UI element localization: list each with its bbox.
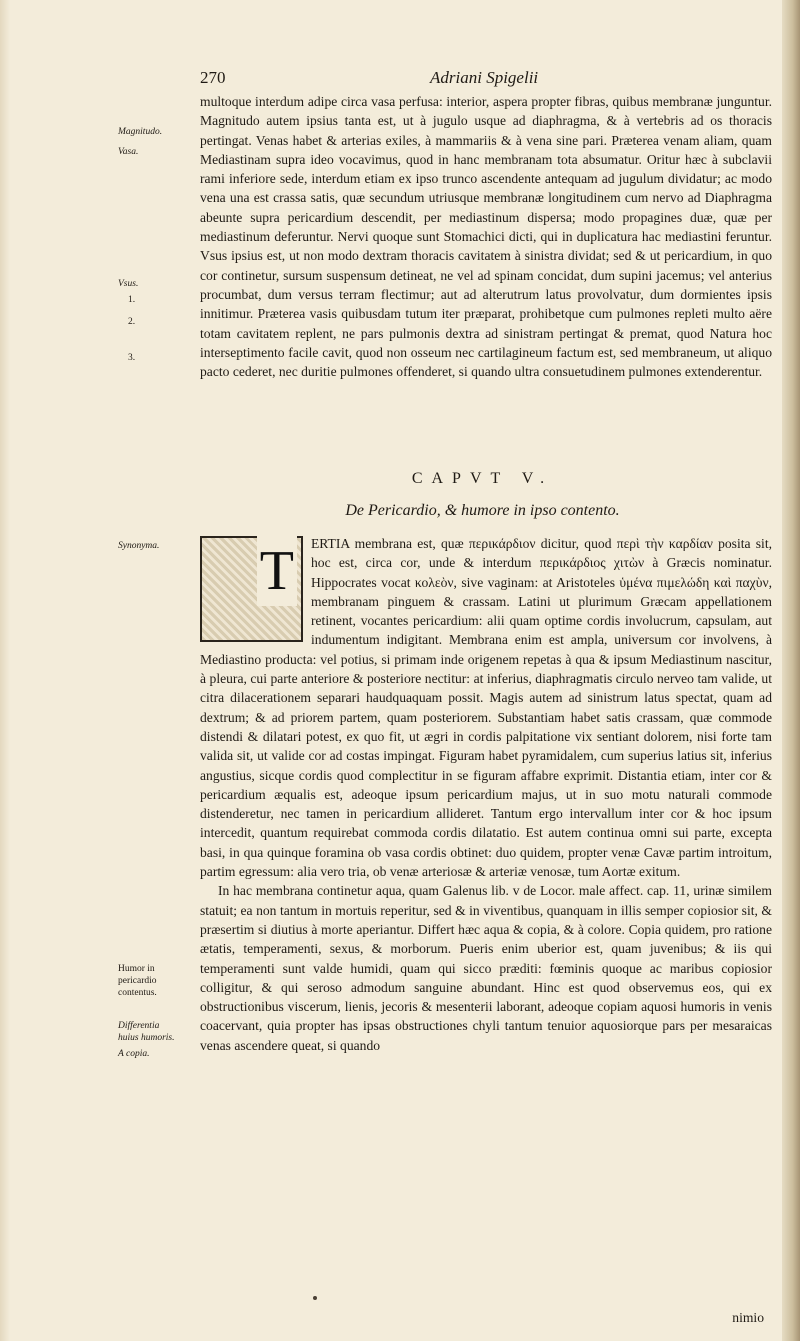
margin-note-a-copia: A copia. (118, 1049, 150, 1059)
page-number: 270 (200, 68, 226, 87)
page-left-shadow (0, 0, 10, 1341)
margin-note-humor: Humor in pericardio contentus. (118, 964, 157, 998)
catchword: nimio (732, 1310, 764, 1325)
margin-note-one: 1. (128, 295, 136, 305)
page-header (200, 68, 765, 94)
drop-initial-letter: T (257, 536, 297, 606)
page-right-edge (782, 0, 800, 1341)
margin-note-synonyma: Synonyma. (118, 541, 160, 551)
ink-speck (313, 1296, 317, 1300)
margin-note-differentia: Differentia huius humoris. (118, 1021, 175, 1043)
chapter-body (200, 534, 772, 1055)
paragraph-humor: In hac membrana continetur aqua, quam Galenus lib. v de Locor. male affect. cap. 11, urinæ similem statuit; ea non tantum in mortuis reperitur, sed & in viventibus, quanquam in illis semper copiosior sit, & præsertim si diutius à morte aperiantur. Differt hæc aqua & copia, & à colore. Copia quidem, pro ratione ætatis, temperamenti, sexus, & morborum. Pueris enim uberior est, quam juvenibus; & iis qui temperamenti sunt valde humidi, quam qui sicco præditi: fœminis quoque ac maribus copiosior colligitur, & qui seroso admodum sanguine abundant. Hinc est quod observemus eos, qui ex obstructionibus viscerum, lienis, jecoris & mesenterii laborant, adeoque copiam aquosi humoris in venis coacervant, quia propter has ipsas obstructiones chyli tantum tenuior aquosiorque pars per mesaraicas venas ascendere queat, si quando (200, 883, 772, 1053)
paragraph-mediastinum: multoque interdum adipe circa vasa perfusa: interior, aspera propter fibras, quibus membranæ junguntur. Magnitudo autem ipsius tanta est, ut à jugulo usque ad diaphragma, & à vertebris ad os thoracis pertingat. Venas habet & arterias exiles, à mammariis & à vena sine pari. Præterea venam aliam, quam Mediastinam supra ideo vocavimus, quod in hanc membranam tota absumatur. Oritur hæc à subclavii rami inferiore sede, interdum etiam ex ipso trunco ascendente antequam ad jugulum dividatur; ac modo vena una est crassa satis, quæ secundum utriusque membranæ longitudinem cum nervo ad Diaphragma abeunte supra pericardium descendit, per mediastinum dispersa; modo propagines duæ, quæ per mediastinum deferuntur. Nervi quoque sunt Stomachici dicti, qui in duplicatura hac mediastini feruntur. Vsus ipsius est, ut non modo dextram thoracis cavitatem à sinistra dividat; sed & ut pericardium, in quo cor continetur, sursum suspensum detineat, ne vel ad spinam concidat, dum supini jacemus; vel anterius procumbat, dum versus terram flectimur; aut ad alterutrum latus provolvatur, dum dormientes ipsis innitimur. Præterea vasis quibusdam tutum iter præparat, prohibetque cum pulmones repleti multo aëre totam cavitatem replent, ne pars pulmonis dextra ad sinistram pertingat & premat, quod Natura hoc interseptimento facile cavit, quod non osseum nec cartilagineum factum est, sed membraneum, ut aliquo pacto cederet, nec duritie pulmones offenderet, si quando ultra consuetudinem pulmones extenderentur. (200, 94, 772, 380)
margin-note-usus: Vsus. (118, 279, 139, 289)
margin-note-vasa: Vasa. (118, 147, 139, 157)
chapter-subtitle: De Pericardio, & humore in ipso contento. (345, 502, 620, 519)
running-title: Adriani Spigelii (430, 68, 539, 87)
margin-note-three: 3. (128, 353, 136, 363)
chapter-heading: CAPVT V. (411, 470, 554, 487)
body-text-top (200, 92, 772, 381)
paragraph-pericardium: ERTIA membrana est, quæ περικάρδιον dicitur, quod περὶ τὴν καρδίαν posita sit, hoc est, circa cor, unde & interdum περικάρδιος χιτὼν à Græcis nominatur. Hippocrates vocat κολεὸν, sive vaginam: at Aristoteles ὑμένα πιμελώδη καὶ παχὺν, membranam pinguem & crassam. Latini ut plurimum Græcam appellationem retinent, vocantes pericardium: alii quam optime cordis involucrum, capsulam, aut indumentum indigitant. Membrana enim est ampla, universum cor involvens, à Mediastino producta: vel potius, si primam inde origenem repetas à qua & ipsum Mediastinum nascitur, à pleura, cui parte anteriore & posteriore nectitur: at inferius, diaphragmatis circulo nerveo tam valide, ut citra dilacerationem separari haudquaquam possit. Magis autem ad sinistrum latus spectat, quam ad dextrum; & ad priorem partem, quam posteriorem. Substantiam habet satis crassam, quæ commode distendi & dilatari potest, ex quo fit, ut ægri in cordis palpitatione vix sentiant dolorem, nisi forte tam valida sit, ut valide cor ad costas impingat. Figuram habet pyramidalem, cum superius latius sit, inferius angustius, sicque cordis quod complectitur in se figuram affabre exprimit. Distantia etiam, inter cor & pericardium æqualis est, adeoque ipsum pericardium majus, ut in suo motu naturali commode distenderetur, nec tamen in pericardium allideret. Tantum ergo intervallum inter cor & hoc ipsum intercedit, quantum requirebat commoda cordis dilatatio. Est autem continua omni sui parte, excepta basi, in qua quinque foramina ob vasa cordis obtinet: duo quidem, propter venæ Cavæ partim introitum, partim egressum: alia vero tria, ob venæ arteriosæ & arteriæ venosæ, tum Aortæ exitum. (200, 536, 772, 880)
margin-note-two: 2. (128, 317, 136, 327)
margin-note-magnitudo: Magnitudo. (118, 127, 163, 137)
decorated-initial (200, 536, 303, 642)
